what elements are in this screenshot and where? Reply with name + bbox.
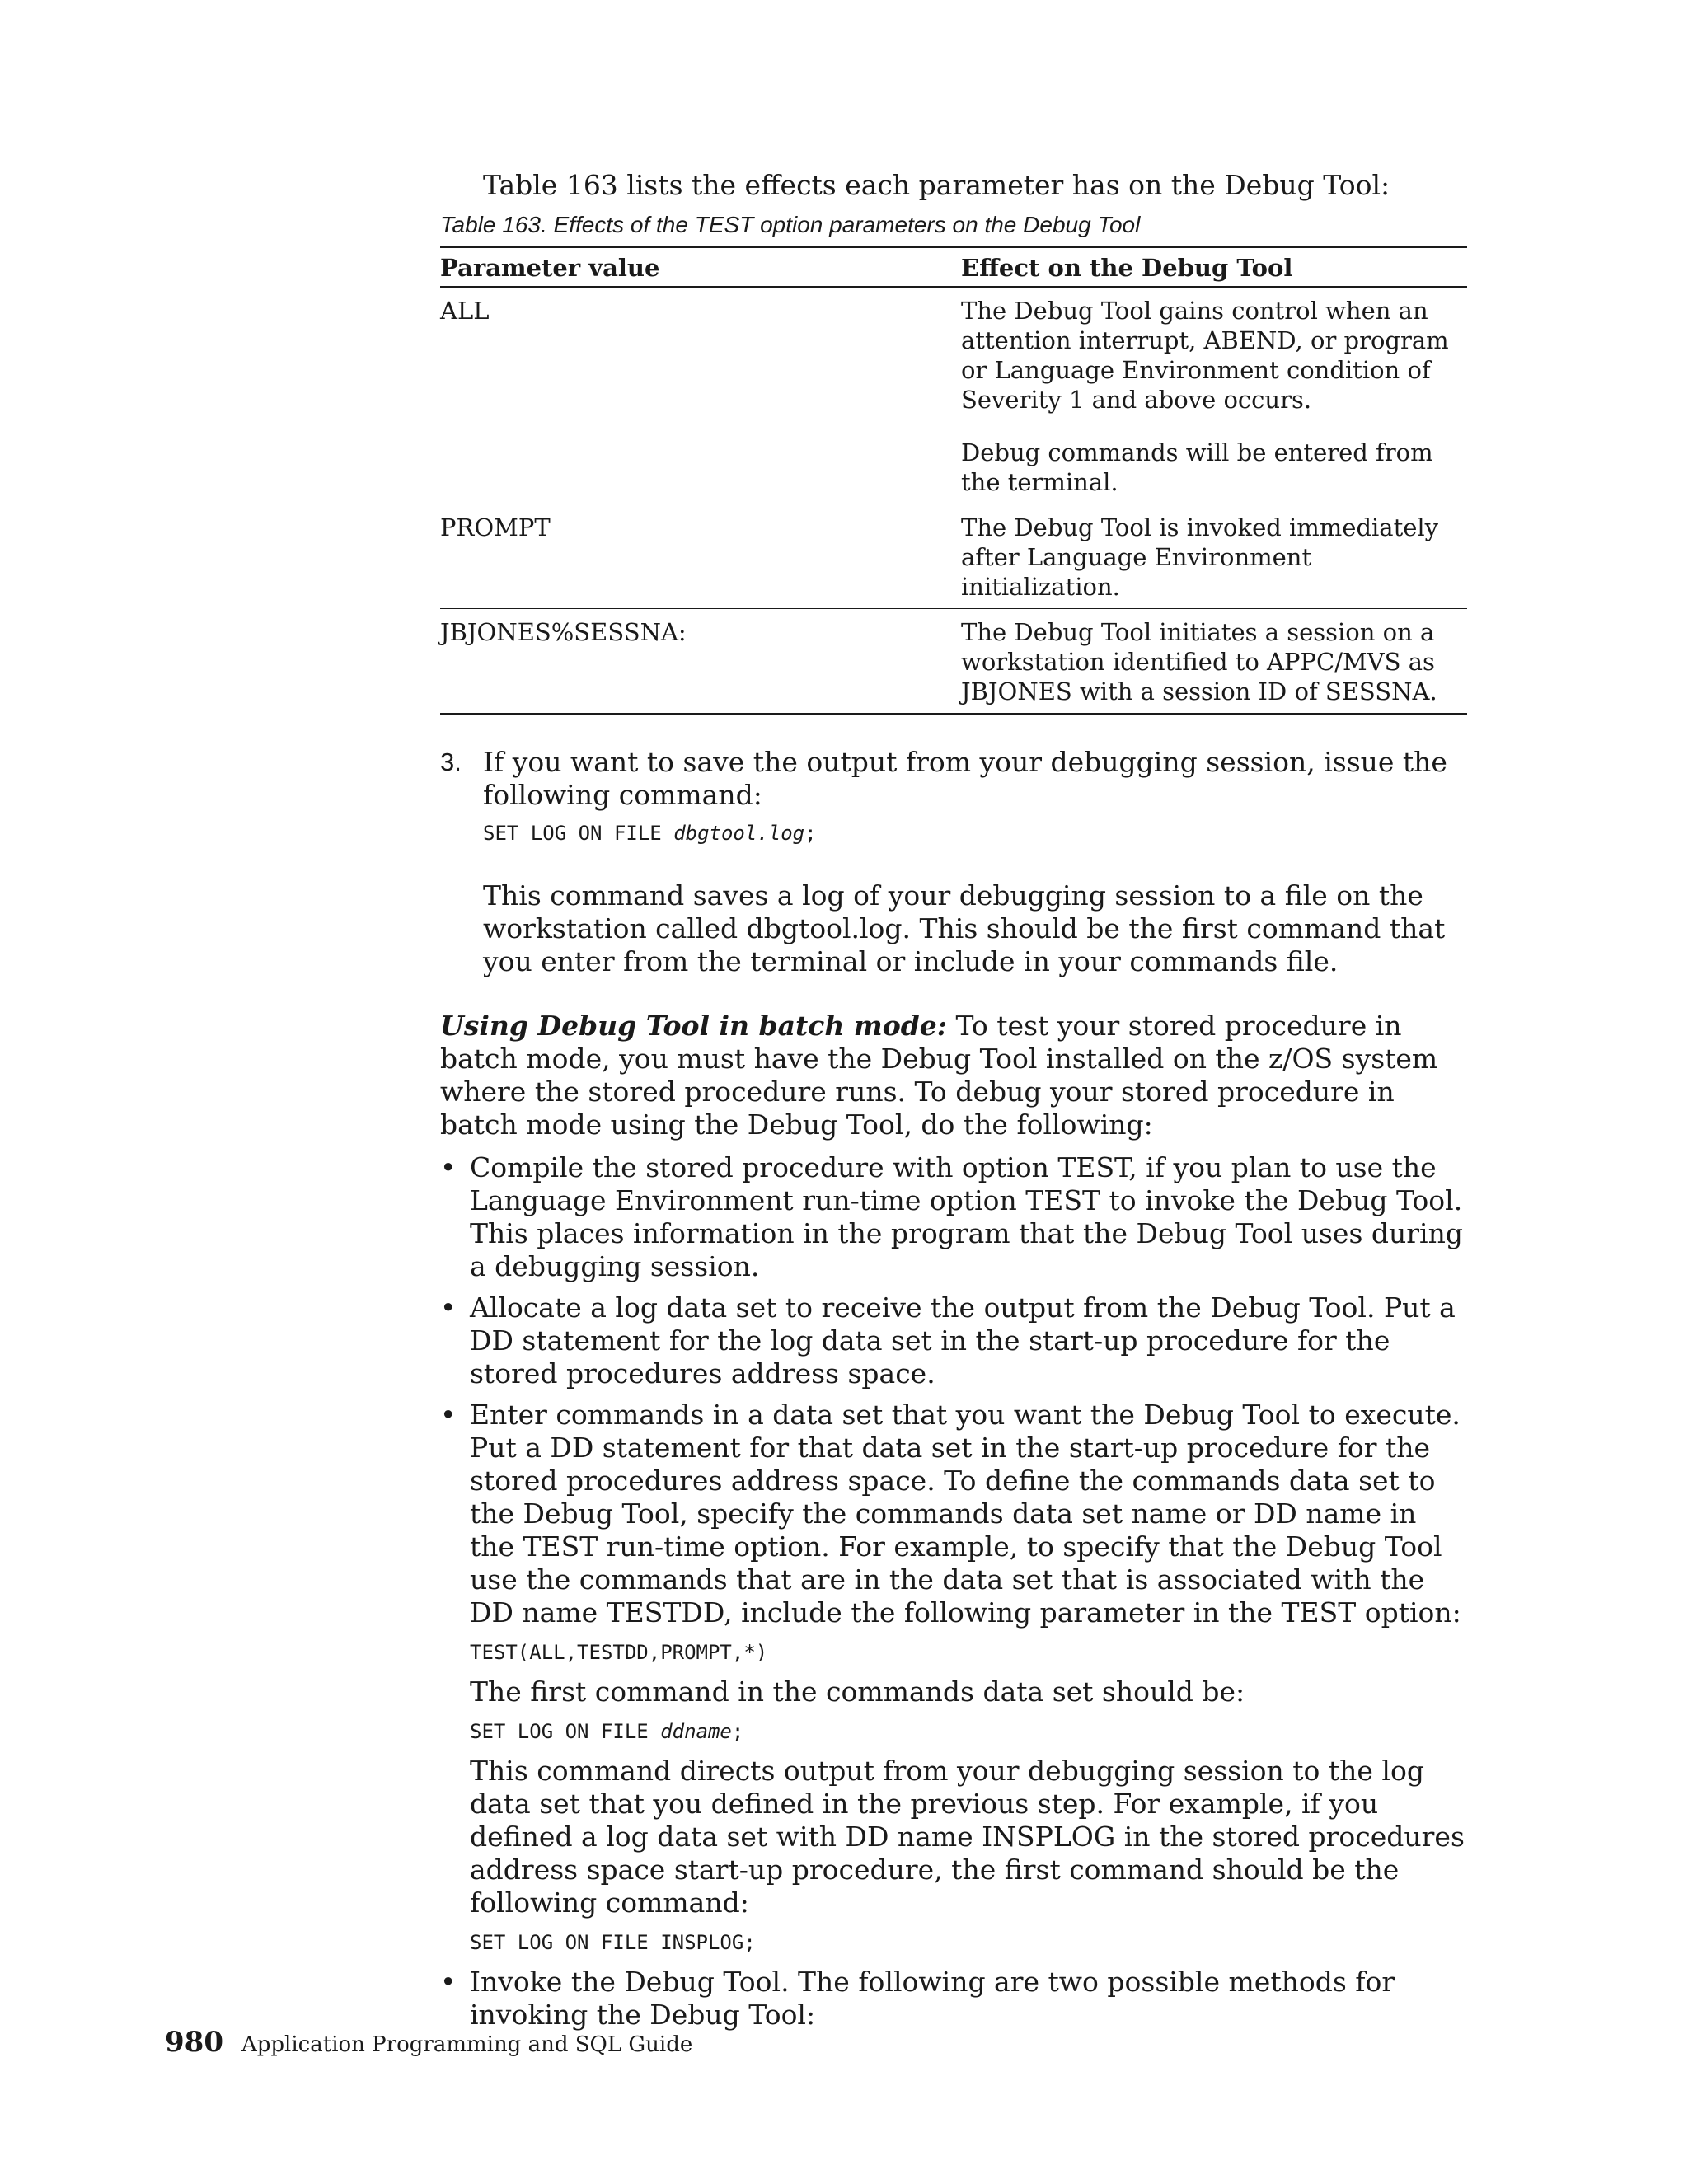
table-intro: Table 163 lists the effects each parameter has on the Debug Tool: [483,169,1390,201]
bullet-marker: • [440,1291,457,1324]
code-sample: TEST(ALL,TESTDD,PROMPT,*) [470,1641,768,1664]
table-header-row [440,247,1467,287]
table-row [440,609,1467,715]
parameter-cell: PROMPT [440,504,961,609]
effects-table [440,246,1467,715]
step-number: 3. [440,748,462,776]
effect-cell [961,504,1467,609]
list-item [440,1291,1467,1390]
bullet-marker: • [440,1399,457,1431]
list-item-text: Allocate a log data set to receive the output from the Debug Tool. Put a DD statement for the log data set in the start-up procedure for the stored procedures address space. [470,1291,1456,1390]
list-item [440,1151,1467,1283]
list-item-text: Enter commands in a data set that you want the Debug Tool to execute. Put a DD statement for that data set in the start-up procedure for the stored procedures address space. To define the commands data set to the Debug Tool, specify the commands data set name or DD name in the TEST run-time option. For example, to specify that the Debug Tool use the commands that are in the data set that is associated with the DD name TESTDD, include the following parameter in the TEST option: [470,1399,1461,1629]
step-text: If you want to save the output from your debugging session, issue the following command: [483,746,1447,811]
step-3 [440,746,1467,978]
batch-mode-paragraph [440,1010,1467,1141]
batch-steps-list [440,1151,1467,2032]
effect-text: The Debug Tool gains control when an attention interrupt, ABEND, or program or Language Environment condition of Severity 1 and above occurs. [961,297,1449,414]
list-item [440,1966,1467,2032]
run-in-heading: Using Debug Tool in batch mode: [440,1010,947,1042]
paragraph-text: To test your stored procedure in batch mode, you must have the Debug Tool installed on the z/OS system where the stored procedure runs. To debug your stored procedure in batch mode using the Debug Tool, do the following: [440,1010,1438,1141]
effect-text: The Debug Tool initiates a session on a workstation identified to APPC/MVS as JBJONES with a session ID of SESSNA. [961,618,1437,705]
code-variable: dbgtool.log [673,822,805,845]
step-explanation: This command saves a log of your debugging session to a file on the workstation called dbgtool.log. This should be the first command that you enter from the terminal or include in your commands file. [483,879,1446,977]
code-sample [470,1717,1467,1746]
bullet-marker: • [440,1966,457,1998]
page-content [440,169,1467,2032]
code-sample [483,818,1467,848]
code-terminator: ; [731,1720,744,1743]
effect-text: Debug commands will be entered from the terminal. [961,438,1433,496]
list-item-text: Invoke the Debug Tool. The following are two possible methods for invoking the Debug Tool: [470,1966,1395,2031]
effect-cell [961,609,1467,715]
list-item [440,1399,1467,1957]
list-item-text: Compile the stored procedure with option TEST, if you plan to use the Language Environment run-time option TEST to invoke the Debug Tool. This places information in the program that the Debug Tool uses during a debugging session. [470,1151,1463,1282]
code-sample: SET LOG ON FILE INSPLOG; [470,1931,756,1954]
list-item-text: The first command in the commands data set should be: [470,1675,1245,1708]
table-row [440,504,1467,609]
table-row [440,287,1467,504]
page-footer [165,2026,692,2061]
code-keyword: SET LOG ON FILE [470,1720,661,1743]
parameter-cell: ALL [440,287,961,504]
column-header-effect: Effect on the Debug Tool [961,247,1467,287]
code-keyword: SET LOG ON FILE [483,822,674,845]
column-header-parameter: Parameter value [440,247,961,287]
effect-cell [961,287,1467,504]
list-item-text: This command directs output from your debugging session to the log data set that you defined in the previous step. For example, if you defined a log data set with DD name INSPLOG in the stored procedures address space start-up procedure, the first command should be the following command: [470,1755,1465,1919]
code-variable: ddname [660,1720,732,1743]
parameter-cell: JBJONES%SESSNA: [440,609,961,715]
page-number: 980 [165,2026,223,2059]
effect-text: The Debug Tool is invoked immediately after Language Environment initialization. [961,513,1439,601]
bullet-marker: • [440,1151,457,1183]
table-caption: Table 163. Effects of the TEST option parameters on the Debug Tool [440,212,1141,237]
code-terminator: ; [804,822,817,845]
book-title: Application Programming and SQL Guide [241,2032,693,2057]
